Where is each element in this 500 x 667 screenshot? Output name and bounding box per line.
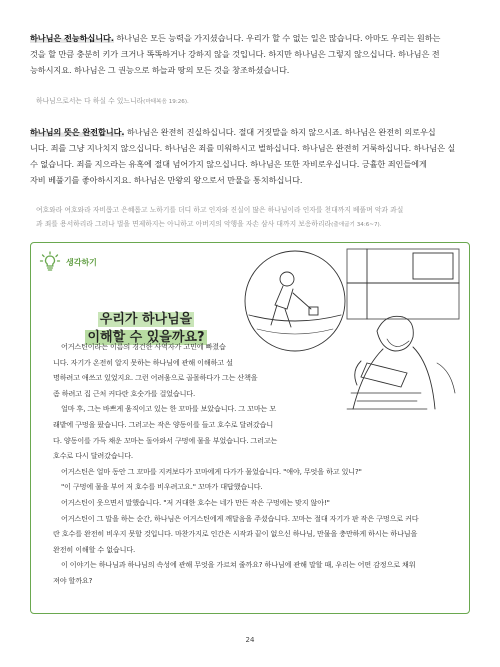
box-headline: 우리가 하나님을 이해할 수 있을까요? [87, 312, 205, 345]
story-line: 래밭에 구멍을 팠습니다. 그러고는 작은 양동이를 들고 호수로 달려갔습니 [53, 419, 274, 429]
story-line: 져야 할까요? [53, 575, 93, 585]
paragraph-text: 자비 베풀기를 좋아하시지요. 하나님은 만왕의 왕으로서 만물을 통치하십니다. [30, 175, 303, 185]
story-line: "이 구멍에 물을 부어 저 호수를 비우려고요." 꼬마가 대답했습니다. [61, 482, 263, 492]
think-box [30, 242, 470, 614]
page-number: 24 [245, 636, 255, 644]
story-line: 얼마 후, 그는 바쁘게 움직이고 있는 한 꼬마를 보았습니다. 그 꼬마는 모 [61, 404, 277, 414]
scripture-reference: (마태복음 19:26). [143, 99, 189, 105]
paragraph-text: 수 없습니다. 죄를 지으라는 유혹에 절대 넘어가지 않으십니다. 하나님은 또한 자비로우십니다. 긍휼한 죄인들에게 [30, 159, 427, 169]
story-line: 명하려고 애쓰고 있었지요. 그런 어려움으로 골몰하다가 그는 산책을 [53, 373, 258, 383]
story-line: 어거스틴은 얼마 동안 그 꼬마를 지켜보다가 꼬마에게 다가가 물었습니다. "애야, 무엇을 하고 있니?" [61, 466, 362, 476]
paragraph-perfect-will [30, 124, 470, 188]
paragraph-text: 하나님은 완전히 진실하십니다. 절대 거짓말을 하지 않으시죠. 하나님은 완전히 의로우십 [124, 127, 436, 137]
story-line: 이 이야기는 하나님과 하나님의 속성에 관해 무엇을 가르쳐 줄까요? 하나님에 관해 말할 때, 우리는 어떤 감정으로 채워 [61, 560, 416, 570]
story-line: 니다. 자기가 온전히 알지 못하는 하나님에 관해 이해하고 설 [53, 357, 233, 367]
scripture-quote: 하나님으로서는 다 하실 수 있느니라(마태복음 19:26). [36, 97, 189, 105]
story-line: 어거스틴이 그 말을 하는 순간, 하나님은 어거스틴에게 깨달음을 주셨습니다. 꼬마는 절대 자기가 판 작은 구멍으로 커다 [61, 513, 419, 523]
scripture-reference: (출애굽기 34:6~7). [331, 222, 382, 228]
paragraph-text: 것을 할 만큼 충분히 키가 크거나 똑똑하거나 강하지 않을 것입니다. 하지만 하나님은 그렇지 않으십니다. 하나님은 전 [30, 49, 440, 59]
lightbulb-icon [39, 251, 61, 273]
paragraph-text: 하나님은 모든 능력을 가지셨습니다. 우리가 할 수 없는 일은 많습니다. 아마도 우리는 원하는 [116, 33, 441, 43]
story-text [53, 339, 473, 589]
scripture-quote: 여호와라 여호와라 자비롭고 은혜롭고 노하기를 더디 하고 인자와 진실이 많은 하나님이라 인자를 천대까지 베풀며 악과 과실 과 죄를 용서하리라 그러나 벌을 면제하지는 아니하고 아버지의 악행을 자손 삼사 대까지 보응하리라(출애굽기 34:6~7). [36, 206, 404, 228]
story-line: 호수로 다시 달려갔습니다. [53, 451, 134, 461]
paragraph-lead: 하나님의 뜻은 완전합니다. [30, 127, 125, 137]
paragraph-text: 능하시지요. 하나님은 그 권능으로 하늘과 땅의 모든 것을 창조하셨습니다. [30, 65, 290, 75]
think-label: 생각하기 [66, 257, 97, 267]
story-line: 어거스틴이 웃으면서 말했습니다. "저 거대한 호수는 네가 만든 작은 구멍에는 맞지 않아!" [61, 497, 330, 507]
think-tag [39, 251, 100, 273]
story-line: 완전히 이해할 수 없습니다. [53, 544, 136, 554]
paragraph-text: 니다. 죄를 그냥 지나치지 않으십니다. 하나님은 죄를 미워하시고 벌하십니다. 하나님은 완전히 거룩하십니다. 하나님은 실 [30, 143, 456, 153]
paragraph-omnipotence [30, 30, 470, 78]
story-line: 좀 하려고 집 근처 커다란 호숫가를 걸었습니다. [53, 388, 196, 398]
story-line: 어거스틴이라는 이름의 경건한 사역자가 고민에 빠졌습 [61, 342, 226, 351]
story-line: 다. 양동이를 가득 채운 꼬마는 돌아와서 구멍에 물을 부었습니다. 그러고는 [53, 435, 278, 445]
story-line: 란 호수를 완전히 비우지 못할 것입니다. 마찬가지로 인간은 시작과 끝이 없으신 하나님, 만물을 충만하게 하시는 하나님을 [53, 529, 418, 539]
paragraph-lead: 하나님은 전능하십니다. [30, 33, 114, 43]
